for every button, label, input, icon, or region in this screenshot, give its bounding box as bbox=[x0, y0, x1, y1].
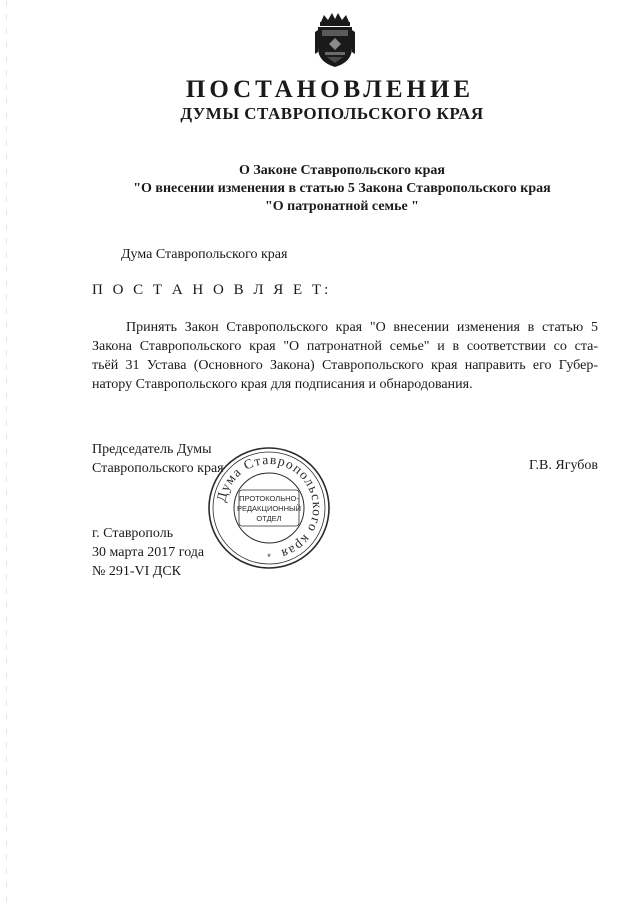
body-line: Закона Ставропольского края "О патронатной семье" и в соответствии со ста- bbox=[92, 339, 598, 354]
stamp-outer-text: Дума Ставропольского края bbox=[213, 451, 326, 563]
body-paragraph bbox=[92, 318, 598, 394]
subject-line: "О внесении изменения в статью 5 Закона Ставропольского края bbox=[133, 181, 551, 196]
signer-name: Г.В. Ягубов bbox=[529, 458, 598, 473]
decree-word: П О С Т А Н О В Л Я Е Т: bbox=[92, 282, 332, 298]
date-line: 30 марта 2017 года bbox=[92, 545, 205, 560]
body-line: тьёй 31 Устава (Основного Закона) Ставропольского края направить его Губер- bbox=[92, 358, 598, 373]
place-line: г. Ставрополь bbox=[92, 526, 174, 541]
number-line: № 291-VI ДСК bbox=[92, 564, 182, 579]
stamp-inner-line: РЕДАКЦИОННЫЙ bbox=[236, 504, 302, 513]
signer-title-line: Председатель Думы bbox=[92, 442, 212, 457]
subject-line: "О патронатной семье " bbox=[265, 199, 419, 214]
document-type-heading: ПОСТАНОВЛЕНИЕ bbox=[185, 76, 475, 103]
stamp-inner-line: ОТДЕЛ bbox=[256, 514, 282, 523]
stamp-inner-line: ПРОТОКОЛЬНО- bbox=[239, 494, 299, 503]
subject-line: О Законе Ставропольского края bbox=[239, 163, 445, 178]
subject-block bbox=[0, 162, 640, 216]
signer-title bbox=[92, 440, 224, 478]
signer-title-line: Ставропольского края bbox=[92, 461, 224, 476]
body-line: натору Ставропольского края для подписания и обнародования. bbox=[92, 377, 473, 392]
issuer-heading: ДУМЫ СТАВРОПОЛЬСКОГО КРАЯ bbox=[180, 104, 484, 123]
place-date-block bbox=[92, 524, 204, 581]
coat-of-arms-icon bbox=[313, 12, 357, 68]
stamp-star-icon: * bbox=[267, 552, 271, 562]
official-stamp bbox=[205, 444, 333, 572]
body-line: Принять Закон Ставропольского края "О внесении изменения в статью 5 bbox=[126, 320, 598, 335]
scan-edge bbox=[6, 0, 7, 905]
intro-text: Дума Ставропольского края bbox=[121, 247, 288, 262]
